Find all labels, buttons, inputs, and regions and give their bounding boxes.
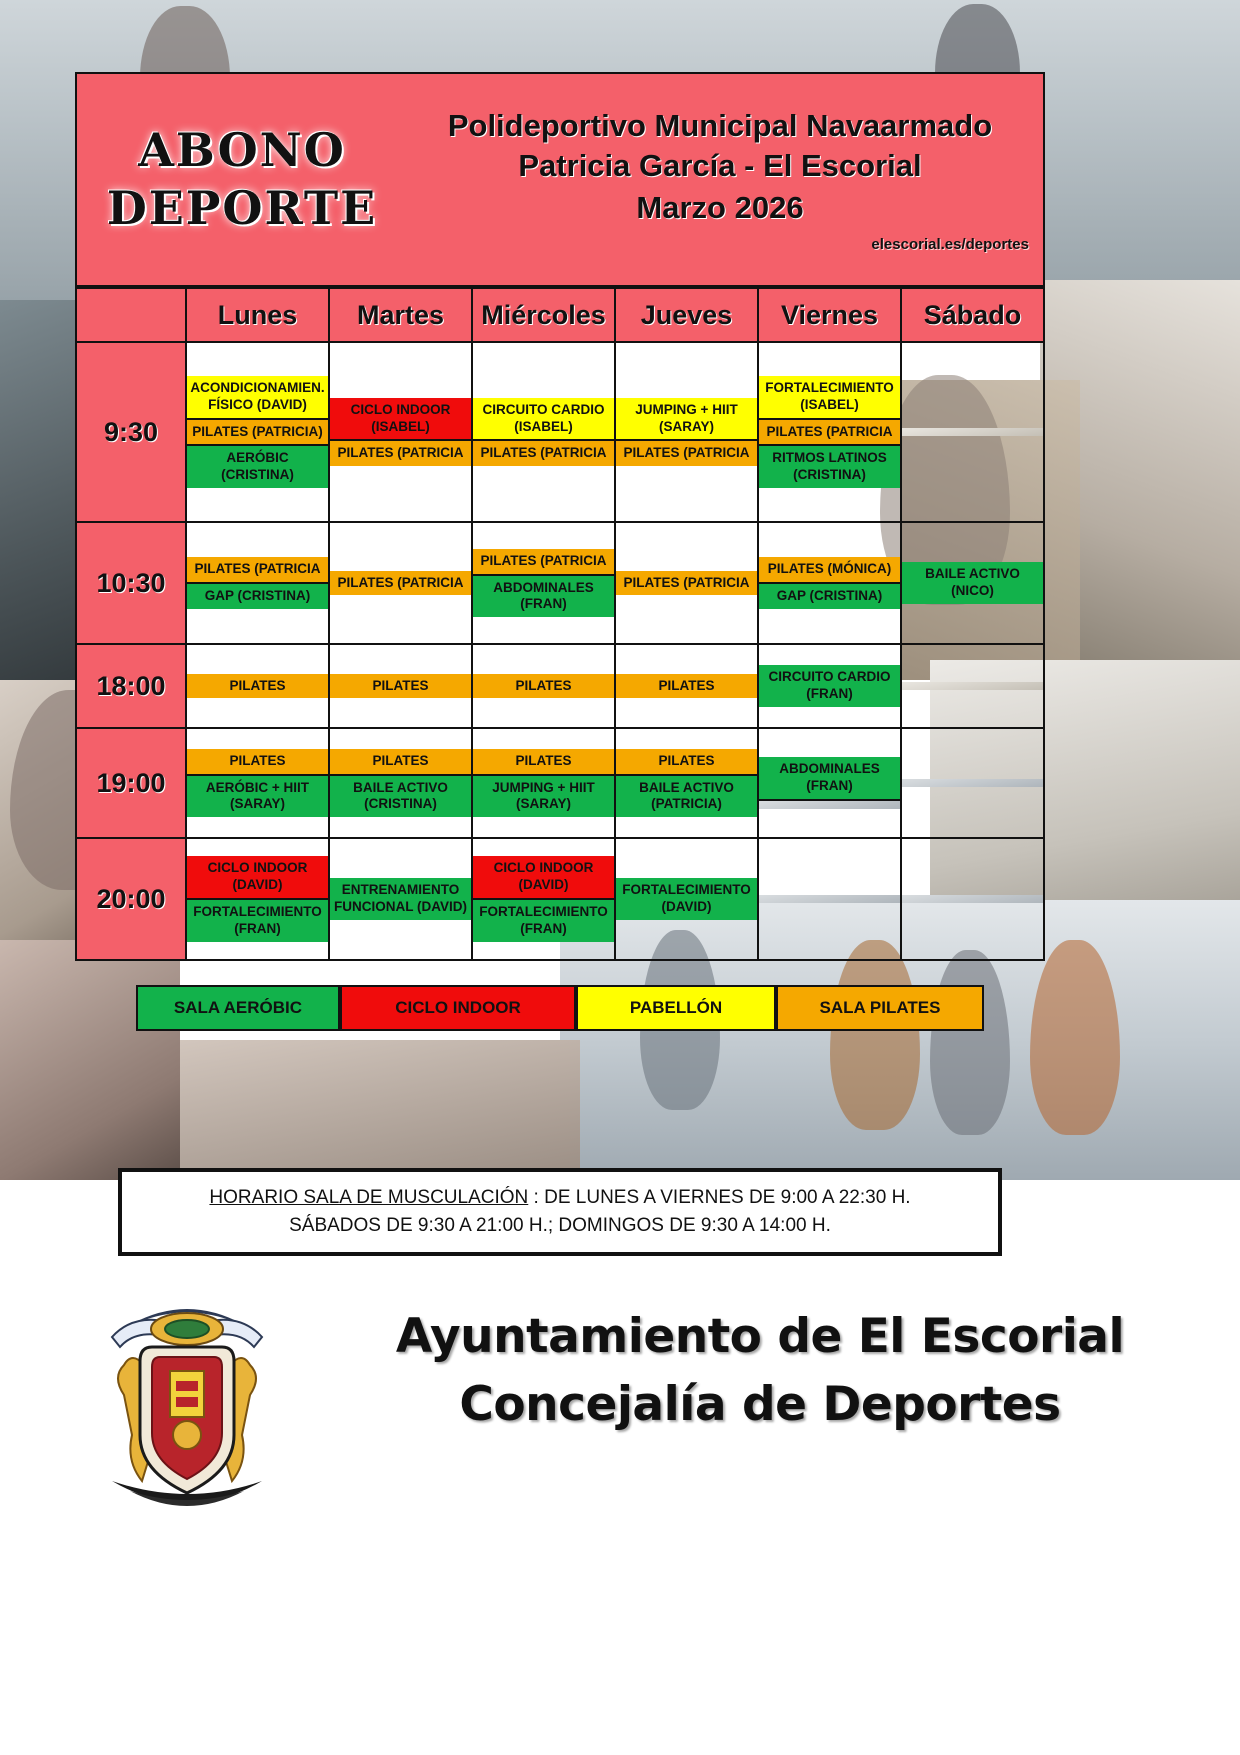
class-block: CIRCUITO CARDIO (ISABEL) [473,398,614,442]
schedule-cell [615,522,758,644]
schedule-cell [901,342,1044,522]
time-label: 19:00 [76,728,186,838]
abono-deporte-logo [77,74,407,285]
class-block: JUMPING + HIIT (SARAY) [616,398,757,442]
day-header-lunes: Lunes [186,288,329,342]
class-block: BAILE ACTIVO (NICO) [902,562,1043,604]
class-block: ENTRENAMIENTO FUNCIONAL (DAVID) [330,878,471,920]
schedule-cell [615,644,758,728]
schedule-row [76,728,1044,838]
class-block: CICLO INDOOR (DAVID) [187,856,328,900]
schedule-cell [472,644,615,728]
schedule-cell [472,728,615,838]
room-legend [75,985,1045,1031]
schedule-cell [758,522,901,644]
class-block: PILATES (PATRICIA [330,571,471,596]
class-block: AERÓBIC (CRISTINA) [187,446,328,488]
schedule-table [75,287,1045,961]
footer [0,1275,1240,1755]
schedule-row [76,522,1044,644]
class-block: PILATES [473,749,614,776]
schedule-cell [758,342,901,522]
time-label: 20:00 [76,838,186,960]
class-block: ABDOMINALES (FRAN) [473,576,614,618]
facility-name-line2: Patricia García - El Escorial [518,147,922,183]
schedule-cell [901,522,1044,644]
class-block [902,779,1043,787]
day-header-miercoles: Miércoles [472,288,615,342]
class-block: CICLO INDOOR (ISABEL) [330,398,471,442]
class-block: JUMPING + HIIT (SARAY) [473,776,614,818]
schedule-cell [186,838,329,960]
class-block: PILATES [187,674,328,699]
coat-of-arms-icon [72,1285,302,1525]
class-block: PILATES [330,749,471,776]
time-label: 9:30 [76,342,186,522]
website-url[interactable]: elescorial.es/deportes [871,236,1029,254]
schedule-cell [329,342,472,522]
class-block: CICLO INDOOR (DAVID) [473,856,614,900]
month-year: Marzo 2026 [636,190,804,226]
class-block: PILATES [473,674,614,699]
schedule-cell [329,838,472,960]
footer-line1: Ayuntamiento de El Escorial [395,1309,1125,1364]
class-block: FORTALECIMIENTO (FRAN) [187,900,328,942]
schedule-cell [186,342,329,522]
schedule-body [76,342,1044,960]
schedule-cell [758,728,901,838]
class-block: PILATES (PATRICIA [187,557,328,584]
legend-pabellon: PABELLÓN [576,985,776,1031]
schedule-cell [472,342,615,522]
class-block: PILATES [616,749,757,776]
class-block: FORTALECIMIENTO (ISABEL) [759,376,900,420]
class-block: AERÓBIC + HIIT (SARAY) [187,776,328,818]
gym-hours-line1 [209,1184,910,1213]
schedule-row [76,342,1044,522]
time-label: 10:30 [76,522,186,644]
schedule-cell [901,838,1044,960]
class-block: PILATES [187,749,328,776]
day-header-sabado: Sábado [901,288,1044,342]
class-block [902,682,1043,690]
class-block [902,428,1043,436]
class-block: PILATES (PATRICIA) [187,420,328,447]
schedule-cell [758,838,901,960]
gym-hours-line2: SÁBADOS DE 9:30 A 21:00 H.; DOMINGOS DE 9:30 A 14:00 H. [289,1215,831,1236]
legend-sala-pilates: SALA PILATES [776,985,984,1031]
class-block [759,801,900,809]
footer-text [310,1303,1210,1439]
class-block: GAP (CRISTINA) [759,584,900,609]
schedule-cell [186,644,329,728]
class-block: GAP (CRISTINA) [187,584,328,609]
class-block: PILATES (PATRICIA [616,571,757,596]
abono-line2: DEPORTE [106,180,378,235]
schedule-cell [758,644,901,728]
table-header-row [76,288,1044,342]
table-corner-cell [76,288,186,342]
poster-panel [75,72,1045,1152]
schedule-cell [329,644,472,728]
class-block [902,895,1043,903]
schedule-cell [615,342,758,522]
schedule-cell [901,644,1044,728]
class-block: ABDOMINALES (FRAN) [759,757,900,801]
facility-name-line1: Polideportivo Municipal Navaarmado [447,107,993,143]
class-block: CIRCUITO CARDIO (FRAN) [759,665,900,707]
day-header-viernes: Viernes [758,288,901,342]
time-label: 18:00 [76,644,186,728]
schedule-cell [329,728,472,838]
class-block: FORTALECIMIENTO (FRAN) [473,900,614,942]
class-block: RITMOS LATINOS (CRISTINA) [759,446,900,488]
schedule-row [76,644,1044,728]
class-block: PILATES (MÓNICA) [759,557,900,584]
day-header-martes: Martes [329,288,472,342]
class-block: PILATES [616,674,757,699]
day-header-jueves: Jueves [615,288,758,342]
abono-line1: ABONO [138,123,346,177]
schedule-cell [186,522,329,644]
gym-hours-line1-rest: : DE LUNES A VIERNES DE 9:00 A 22:30 H. [528,1186,911,1208]
class-block: BAILE ACTIVO (PATRICIA) [616,776,757,818]
footer-line2: Concejalía de Deportes [459,1377,1061,1433]
poster-header [75,72,1045,287]
poster-title-block [407,74,1043,285]
schedule-cell [472,522,615,644]
gym-hours-label: HORARIO SALA DE MUSCULACIÓN [209,1186,529,1208]
class-block [759,895,900,903]
gym-hours-box [118,1168,1002,1256]
legend-ciclo-indoor: CICLO INDOOR [340,985,576,1031]
class-block: BAILE ACTIVO (CRISTINA) [330,776,471,818]
schedule-cell [472,838,615,960]
schedule-cell [186,728,329,838]
schedule-row [76,838,1044,960]
class-block: PILATES (PATRICIA [616,441,757,466]
schedule-cell [329,522,472,644]
schedule-cell [615,728,758,838]
class-block: PILATES (PATRICIA [759,420,900,447]
schedule-cell [615,838,758,960]
class-block: ACONDICIONAMIEN. FÍSICO (DAVID) [187,376,328,420]
class-block: PILATES [330,674,471,699]
class-block: PILATES (PATRICIA [473,549,614,576]
class-block: FORTALECIMIENTO (DAVID) [616,878,757,920]
legend-sala-aerobic: SALA AERÓBIC [136,985,340,1031]
class-block: PILATES (PATRICIA [473,441,614,466]
class-block: PILATES (PATRICIA [330,441,471,466]
schedule-cell [901,728,1044,838]
